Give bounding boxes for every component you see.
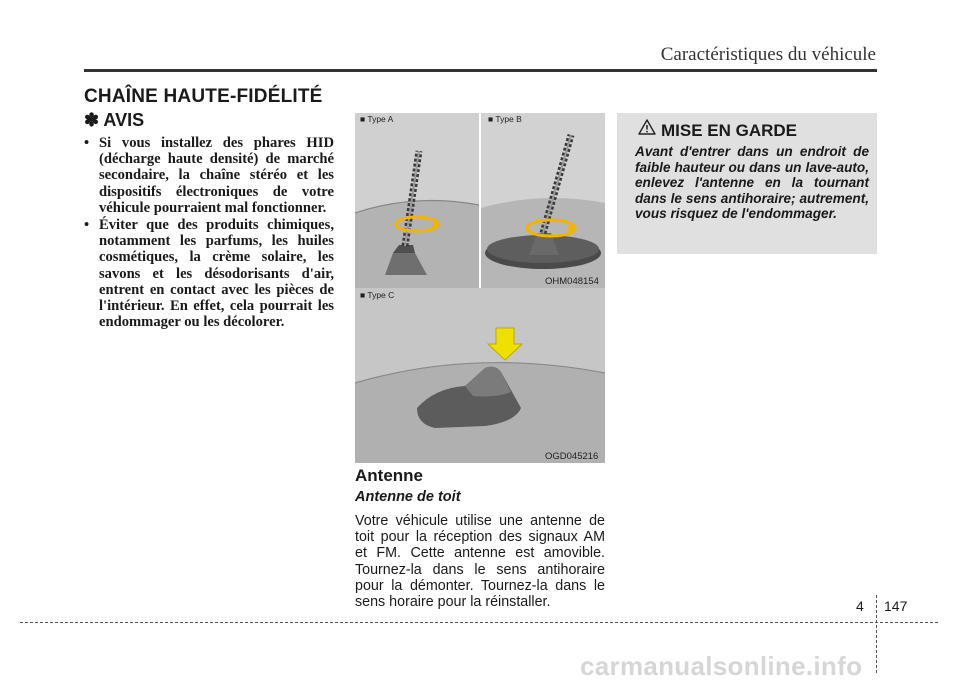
figure-label-type-c: ■ Type C: [360, 290, 395, 300]
figure-code-top: OHM048154: [545, 276, 599, 287]
figure-code-bottom: OGD045216: [545, 451, 599, 462]
figure-type-c: [355, 288, 605, 463]
avis-item: [84, 135, 334, 216]
chapter-title: Caractéristiques du véhicule: [660, 44, 876, 65]
footer-rule: [20, 622, 938, 623]
avis-item: [84, 217, 334, 330]
caution-title: MISE EN GARDE: [661, 121, 798, 140]
antenne-body: Votre véhicule utilise une antenne de toit pour la réception des signaux AM et FM. Cette antenne est amovible. Tournez-la dans le sens antihoraire pour la démonter. Tournez-la dans le sens horaire pour la réinstaller.: [355, 513, 605, 611]
chapter-number: 4: [856, 598, 864, 614]
section-title: CHAÎNE HAUTE-FIDÉLITÉ: [84, 86, 323, 107]
antenne-subtitle: Antenne de toit: [355, 489, 461, 505]
avis-list: [84, 135, 334, 331]
warning-icon: [638, 119, 656, 140]
avis-title: ✽ AVIS: [84, 110, 145, 130]
footer-divider: [876, 595, 877, 673]
antenna-type-a-illustration: [355, 113, 479, 288]
figure-type-a: [355, 113, 479, 288]
bullet-icon: •: [84, 217, 90, 234]
bullet-icon: •: [84, 135, 90, 151]
antenna-type-c-illustration: [355, 288, 605, 463]
figure-type-b: [481, 113, 605, 288]
avis-item-text: Éviter que des produits chimiques, notamment les parfums, les huiles cosmétiques, la crème solaire, les savons et les désodorisants d'air, entrent en contact avec les pièces de l'intérieur. En effet, cela pourrait les endommager ou les décolorer.: [99, 217, 334, 331]
caution-text: Avant d'entrer dans un endroit de faible hauteur ou dans un lave-auto, enlevez l'antenne en la tournant dans le sens antihoraire; autrement, vous risquez de l'endommager.: [635, 144, 869, 222]
figure-label-type-a: ■ Type A: [360, 114, 394, 124]
page-number: 147: [884, 598, 908, 614]
figure-label-type-b: ■ Type B: [488, 114, 522, 124]
antenna-type-b-illustration: [481, 113, 605, 288]
avis-item-text: Si vous installez des phares HID (décharge haute densité) de marché secondaire, la chaîne stéréo et les dispositifs électroniques de votre véhicule pourraient mal fonctionner.: [99, 135, 334, 216]
watermark: carmanualsonline.info: [580, 651, 863, 681]
antenne-title: Antenne: [355, 466, 423, 485]
header-rule: [84, 69, 877, 72]
